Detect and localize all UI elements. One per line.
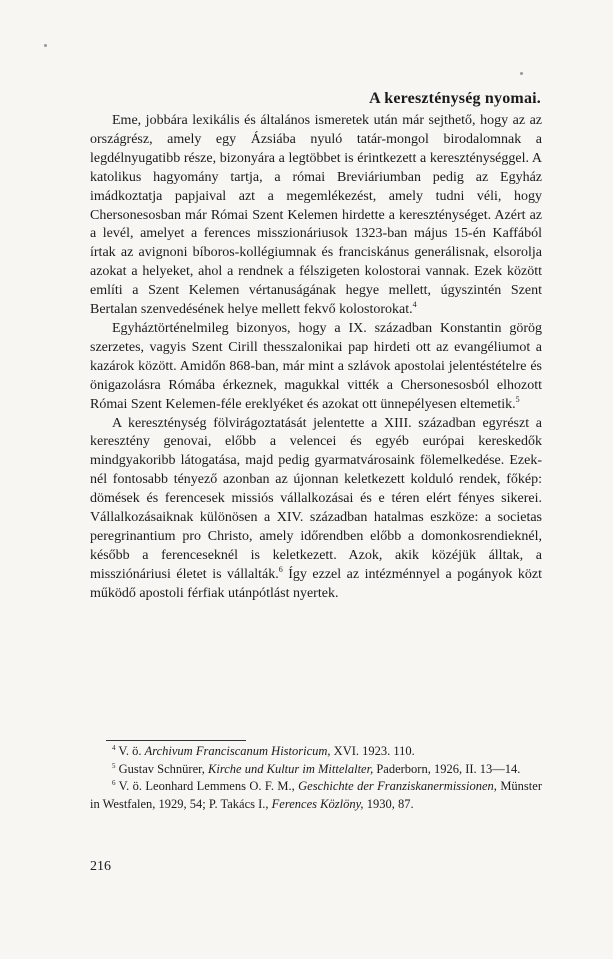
- paragraph: Egyháztörténelmileg bizonyos, hogy a IX. században Konstantin görög szerzetes, vagyis Szent Cirill thesszalonikai pap hirdeti ott az evangéliumot a kazárok között. Amidőn 868-ban, már mint a szlávok apostolai jelentéstételre és önigazolásra Rómába érkeznek, magukkal vitték a Chersonesosból elhozott Római Szent Kelemen-féle ereklyéket és azokat ott ünnepélyesen eltemetik.$^5$: [90, 320, 542, 412]
- footnote-marker: 6: [278, 564, 283, 574]
- speck: [520, 72, 523, 75]
- footnote: $^5$ Gustav Schnürer, Kirche und Kultur im Mittelalter, Paderborn, 1926, II. 13—14.: [112, 761, 521, 776]
- footnotes: [90, 743, 542, 813]
- speck: [44, 44, 47, 47]
- footnote-marker: 5: [515, 394, 520, 404]
- body-text: [90, 112, 542, 604]
- footnote: $^4$ V. ö. Archivum Franciscanum Historicum, XVI. 1923. 110.: [112, 744, 415, 758]
- footnote: $^6$ V. ö. Leonhard Lemmens O. F. M., Geschichte der Franziskanermissionen, Münster in Westfalen, 1929, 54; P. Takács I., Ferences Közlöny, 1930, 87.: [90, 779, 542, 811]
- paragraph: Eme, jobbára lexikális és általános ismeretek után már sejthető, hogy az az országrész, amely egy Ázsiába nyuló tatár-mongol birodalomnak a legdélnyugatibb része, bizonyára a legtöbbet is érintkezett a kereszténységgel. A katolikus hagyomány tartja, a római Breviáriumban pedig az Egyház imádkoztatja papjaival azt a megemlékezést, amely tudni véli, hogy Chersonesosban már Római Szent Kelemen hirdette a kereszténységet. Azért az a levél, amelyet a ferences misszionáriusok 1323-ban május 15-én Kaffából írtak az avignoni bíboros-kollégiumnak és franciskánus generálisnak, elsorolja azokat a helyeket, ahol a rendnek a félszigeten kolostorai vannak. Ezek között említi a Szent Kelemen vértanuságának hegye mellett, úgyszintén Szent Bertalan szenvedésének helye mellett fekvő kolostorokat.$^4$: [90, 113, 542, 318]
- paragraph-text: A kereszténység fölvirágoztatását jelentette a XIII. században egyrészt a keresztény genovai, előbb a velencei és egyéb európai kereskedők mindgyakoribb látogatása, majd pedig gyarmatvárosaink fölemelkedése. Ezeknél fontosabb tényező azonban az újonnan keletkezett kolduló rendek, főkép: dömések és ferencesek missiós vállalkozásai és e téren elért fényes sikerei. Vállalkozásaiknak különösen a XIV. században hatalmas eszköze: a societas peregrinantium pro Christo, amely időrendben előbb a domonkosrendieknél, később a ferenceseknél is keletkezett. Azok, akik közéjük álltak, a missziónáriusi életet is vállalták.: [90, 415, 542, 582]
- footnote-rule: [106, 740, 246, 741]
- page-number: 216: [90, 859, 111, 874]
- footnote-marker: 4: [412, 300, 417, 310]
- paragraph: [90, 415, 542, 604]
- paragraph-text: Így ezzel az intézménnyel a pogányok közt működő apostoli férfiak utánpótlást nyertek.: [90, 566, 543, 601]
- section-heading: A kereszténység nyomai.: [369, 90, 541, 107]
